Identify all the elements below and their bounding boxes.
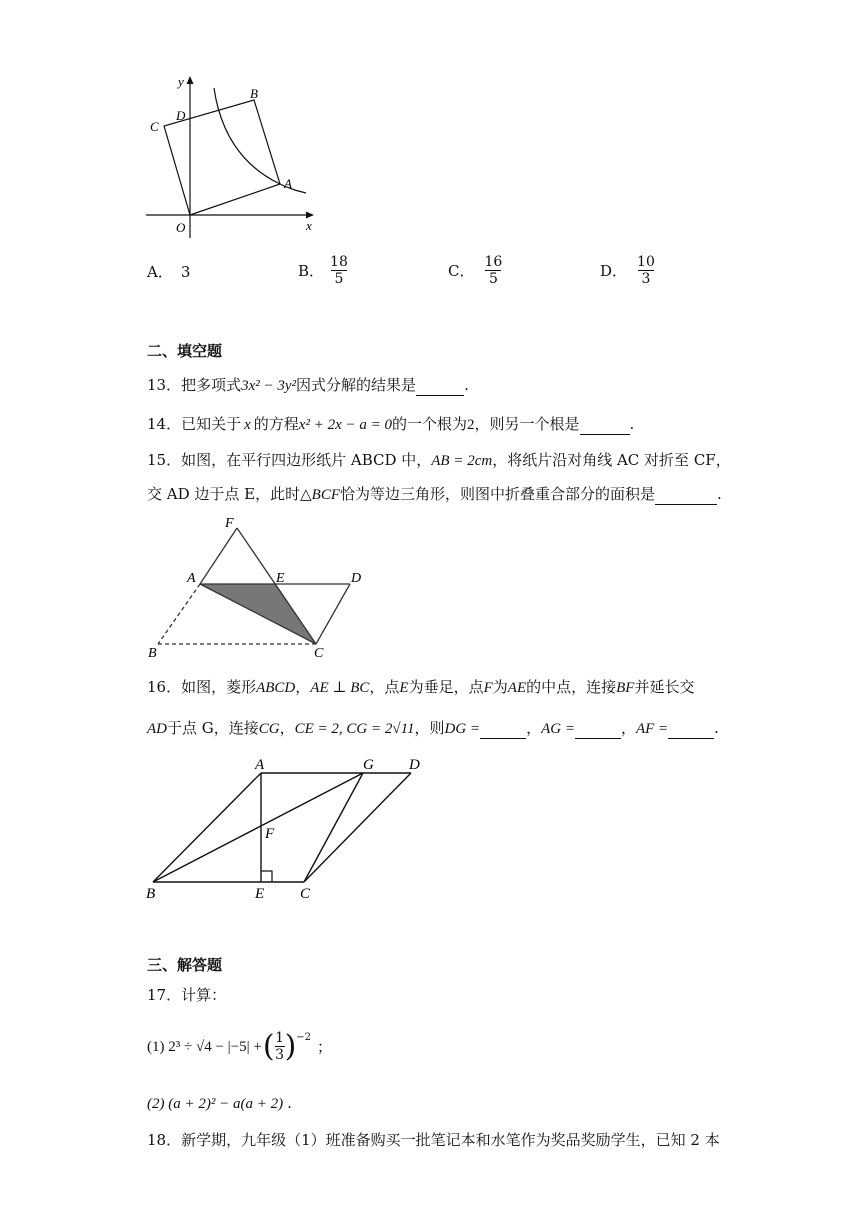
period: . bbox=[717, 485, 722, 503]
q16-text: 的中点，连接 bbox=[526, 678, 617, 696]
answer-blank-af[interactable] bbox=[668, 718, 714, 739]
question-16-line-2 bbox=[147, 718, 719, 739]
right-paren: ) bbox=[284, 1028, 297, 1064]
label-D: D bbox=[351, 571, 362, 586]
q15-text: 恰为等边三角形，则图中折叠重合部分的面积是 bbox=[340, 485, 656, 503]
q14-text: 已知关于 bbox=[181, 415, 242, 433]
segment-AB bbox=[153, 773, 261, 882]
q12-option-d bbox=[600, 254, 655, 287]
label-D: D bbox=[409, 757, 420, 773]
answer-blank-ag[interactable] bbox=[575, 718, 621, 739]
denominator: 3 bbox=[641, 271, 651, 287]
section-3-title: 三、解答题 bbox=[147, 956, 223, 974]
q16-math: AF = bbox=[635, 721, 669, 737]
hyperbola-curve bbox=[214, 88, 306, 193]
q16-math: AE bbox=[507, 680, 527, 696]
q14-variable: x bbox=[244, 417, 251, 433]
q15-figure bbox=[140, 510, 380, 660]
numerator: 16 bbox=[484, 254, 503, 270]
q16-math: AD bbox=[147, 721, 167, 737]
label-E: E bbox=[255, 886, 265, 902]
denominator: 5 bbox=[488, 271, 498, 287]
semicolon: ； bbox=[317, 1037, 333, 1056]
section-2-title: 二、填空题 bbox=[147, 342, 223, 360]
segment-DC bbox=[304, 773, 411, 882]
label-A: A bbox=[284, 176, 292, 191]
period: . bbox=[629, 415, 635, 433]
numerator: 10 bbox=[637, 254, 655, 270]
q16-text: ，点 bbox=[369, 678, 400, 696]
answer-blank[interactable] bbox=[580, 414, 630, 435]
q16-text: 为 bbox=[492, 678, 508, 696]
label-y: y bbox=[178, 74, 184, 89]
label-B: B bbox=[146, 886, 156, 902]
q16-text: ， bbox=[620, 719, 636, 737]
q13-text: 把多项式 bbox=[181, 376, 242, 394]
q16-math: CG bbox=[258, 721, 280, 737]
q17-expression-1: (1) 2³ ÷ √4 − |−5| + bbox=[147, 1038, 262, 1055]
fraction bbox=[275, 1030, 285, 1063]
q16-text: ， bbox=[526, 719, 542, 737]
right-angle-mark bbox=[261, 871, 272, 882]
segment-BG bbox=[153, 773, 363, 882]
fraction bbox=[484, 254, 502, 287]
label-G: G bbox=[363, 757, 374, 773]
option-value: 3 bbox=[180, 263, 191, 281]
q12-figure bbox=[140, 70, 330, 240]
exponent: −2 bbox=[296, 1032, 312, 1043]
q14-text: ，则另一个根是 bbox=[474, 415, 580, 433]
segment-GC bbox=[304, 773, 363, 882]
q12-option-b bbox=[298, 254, 348, 287]
answer-blank-dg[interactable] bbox=[480, 718, 526, 739]
q15-ab-length: AB = 2cm bbox=[431, 453, 493, 469]
denominator: 3 bbox=[275, 1047, 285, 1063]
q16-text: 于点 G，连接 bbox=[167, 719, 259, 737]
option-letter: C． bbox=[448, 261, 475, 280]
question-14 bbox=[147, 414, 634, 435]
q14-root: 2 bbox=[467, 417, 475, 433]
q16-text: ，则 bbox=[414, 719, 445, 737]
label-O: O bbox=[176, 220, 186, 235]
q16-math: BF bbox=[616, 680, 635, 696]
answer-blank[interactable] bbox=[655, 484, 717, 505]
question-13 bbox=[147, 375, 469, 396]
q15-triangle: △BCF bbox=[300, 487, 340, 503]
q16-math: F bbox=[483, 680, 493, 696]
label-A: A bbox=[187, 571, 196, 586]
label-E: E bbox=[276, 571, 285, 586]
label-F: F bbox=[265, 826, 275, 842]
question-16-line-1 bbox=[147, 677, 694, 698]
q16-figure bbox=[140, 752, 430, 904]
label-x: x bbox=[306, 218, 312, 233]
question-18: 18．新学期，九年级（1）班准备购买一批笔记本和水笔作为奖品奖励学生，已知 2 本 bbox=[147, 1131, 720, 1149]
question-number: 14． bbox=[147, 415, 182, 433]
q12-option-a bbox=[147, 262, 190, 282]
question-15-line-1 bbox=[147, 450, 731, 471]
y-axis-arrow bbox=[187, 76, 194, 84]
period: . bbox=[464, 376, 469, 394]
left-paren: ( bbox=[262, 1028, 275, 1064]
fraction bbox=[637, 254, 655, 287]
q16-math: DG = bbox=[444, 721, 481, 737]
option-letter: A． bbox=[147, 263, 173, 281]
label-C: C bbox=[314, 646, 324, 660]
label-A: A bbox=[255, 757, 265, 773]
period: . bbox=[287, 1094, 292, 1112]
question-17-title: 17．计算： bbox=[147, 986, 227, 1004]
answer-blank[interactable] bbox=[416, 375, 464, 396]
fraction bbox=[330, 254, 348, 287]
label-B: B bbox=[148, 646, 157, 660]
question-number: 13． bbox=[147, 376, 182, 394]
denominator: 5 bbox=[334, 271, 344, 287]
q12-option-c bbox=[448, 254, 502, 287]
dashed-AB bbox=[158, 584, 200, 644]
question-15-line-2 bbox=[147, 484, 722, 505]
q17-expression-2: (2) (a + 2)² − a(a + 2) bbox=[147, 1096, 284, 1112]
q16-math: AG = bbox=[541, 721, 575, 737]
label-D: D bbox=[176, 108, 186, 123]
option-letter: D． bbox=[600, 261, 628, 280]
q16-math: CE = 2, CG = 2√11 bbox=[294, 721, 415, 737]
question-17-part-1 bbox=[147, 1030, 332, 1063]
q14-text: 的方程 bbox=[253, 415, 299, 433]
q15-text: 15．如图，在平行四边形纸片 ABCD 中， bbox=[147, 451, 432, 469]
label-C: C bbox=[150, 119, 159, 134]
q16-math: AE ⊥ BC bbox=[310, 680, 370, 696]
q14-equation: x² + 2x − a = 0 bbox=[298, 417, 392, 433]
segment-AF bbox=[200, 528, 237, 584]
label-B: B bbox=[250, 86, 258, 101]
label-C: C bbox=[300, 886, 311, 902]
q16-text: 为垂足，点 bbox=[408, 678, 484, 696]
q13-text-end: 因式分解的结果是 bbox=[296, 376, 417, 394]
numerator: 18 bbox=[330, 254, 348, 270]
option-letter: B． bbox=[298, 261, 325, 280]
q16-text: ， bbox=[279, 719, 295, 737]
segment-DC bbox=[316, 584, 350, 644]
numerator: 1 bbox=[275, 1030, 285, 1046]
q13-expression: 3x² − 3y² bbox=[241, 378, 297, 394]
q16-text: ， bbox=[295, 678, 311, 696]
q16-math: E bbox=[399, 680, 409, 696]
question-17-part-2 bbox=[147, 1093, 292, 1114]
q14-text: 的一个根为 bbox=[391, 415, 467, 433]
q16-math: ABCD bbox=[256, 680, 296, 696]
q15-text: 交 AD 边于点 E，此时 bbox=[147, 485, 301, 503]
period: . bbox=[714, 719, 719, 737]
q16-text: 并延长交 bbox=[634, 678, 695, 696]
label-F: F bbox=[225, 516, 234, 531]
q15-text: ，将纸片沿对角线 AC 对折至 CF， bbox=[492, 451, 731, 469]
q16-text: 16．如图，菱形 bbox=[147, 678, 257, 696]
